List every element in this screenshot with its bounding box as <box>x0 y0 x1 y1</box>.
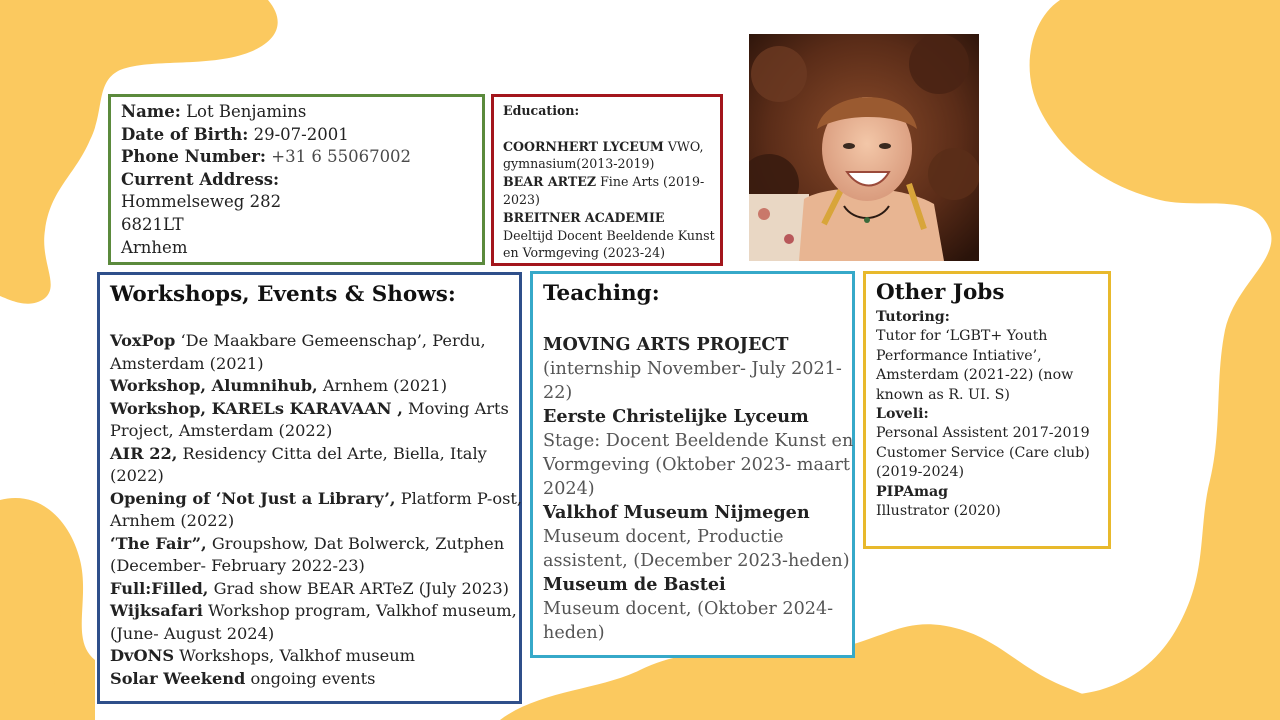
education-entry-line: BEAR ARTEZ Fine Arts (2019- <box>503 174 705 190</box>
teaching-line-text: Vormgeving (Oktober 2023- maart <box>543 455 850 475</box>
education-school: BEAR ARTEZ <box>503 174 597 190</box>
dob-row <box>121 124 472 147</box>
workshops-line <box>110 645 509 668</box>
workshops-box <box>97 272 522 704</box>
teaching-line <box>543 453 850 477</box>
address-line: Arnhem <box>121 237 188 257</box>
workshops-line-text: Moving Arts <box>402 398 509 418</box>
workshops-line-heading: Workshop, KARELs KARAVAAN , <box>110 398 403 418</box>
workshops-line-heading: VoxPop <box>110 331 176 350</box>
teaching-title: Teaching: <box>543 281 660 306</box>
workshops-line-heading: DvONS <box>110 646 175 665</box>
teaching-line-heading: Eerste Christelijke Lyceum <box>543 406 809 427</box>
workshops-line <box>110 330 509 353</box>
workshops-line-text: ‘De Maakbare Gemeenschap’, Perdu, <box>175 331 486 350</box>
workshops-line-text: (2022) <box>110 466 164 485</box>
teaching-line <box>543 405 842 429</box>
otherjobs-line-text: Amsterdam (2021-22) (now <box>876 367 1074 384</box>
otherjobs-line <box>876 405 1098 424</box>
otherjobs-line-text: Tutor for ‘LGBT+ Youth <box>876 328 1048 345</box>
workshops-line-text: Grad show BEAR ARTeZ (July 2023) <box>208 578 509 598</box>
teaching-line-heading: Valkhof Museum Nijmegen <box>543 502 810 523</box>
teaching-line <box>543 525 842 549</box>
education-entry-line: 2023) <box>503 191 540 207</box>
workshops-line-text: Platform P-ost, <box>395 488 523 508</box>
teaching-list <box>543 333 854 645</box>
address-label: Current Address: <box>121 169 280 189</box>
other-jobs-box <box>863 271 1111 549</box>
otherjobs-line-heading: Loveli: <box>876 406 929 423</box>
teaching-line <box>543 333 842 357</box>
otherjobs-line-text: Performance Intiative’, <box>876 347 1042 364</box>
workshops-line-text: Workshops, Valkhof museum <box>174 646 416 665</box>
other-jobs-list <box>876 308 1098 521</box>
address-line: 6821LT <box>121 214 184 234</box>
name-label: Name: <box>121 102 181 121</box>
workshops-line-text: Amsterdam (2021) <box>110 353 264 373</box>
workshops-line-text: Arnhem (2022) <box>110 511 235 530</box>
otherjobs-line-text: Illustrator (2020) <box>876 503 1001 520</box>
workshops-line <box>110 465 509 488</box>
education-school: COORNHERT LYCEUM <box>503 138 664 154</box>
workshops-list <box>110 330 523 690</box>
workshops-line-text: Residency Citta del Arte, Biella, Italy <box>177 443 487 463</box>
education-entry-line: en Vormgeving (2023-24) <box>503 245 666 261</box>
teaching-line <box>543 381 842 405</box>
otherjobs-line-heading: PIPAmag <box>876 483 949 500</box>
workshops-line-text: (December- February 2022-23) <box>110 556 365 575</box>
workshops-line-heading: ‘The Fair”, <box>110 533 207 553</box>
otherjobs-line <box>876 366 1098 385</box>
education-entry-line: Deeltijd Docent Beeldende Kunst <box>503 227 715 243</box>
teaching-line <box>543 549 850 573</box>
workshops-line <box>110 533 509 556</box>
workshops-line <box>110 375 509 398</box>
teaching-line-text: 22) <box>543 383 573 403</box>
education-entry-line <box>503 209 711 227</box>
teaching-line-text: Stage: Docent Beeldende Kunst en <box>543 431 854 451</box>
teaching-box <box>530 271 855 658</box>
workshops-line <box>110 668 509 691</box>
otherjobs-line <box>876 327 1098 346</box>
education-entry-line: COORNHERT LYCEUM VWO, <box>503 138 704 154</box>
portrait-photo-icon <box>749 34 979 261</box>
workshops-line-heading: Wijksafari <box>110 601 203 620</box>
name-value: Lot Benjamins <box>186 102 307 121</box>
teaching-line-text: 2024) <box>543 479 595 499</box>
otherjobs-line <box>876 308 1098 327</box>
workshops-line-text: (June- August 2024) <box>110 623 275 643</box>
workshops-line-heading: AIR 22, <box>110 443 178 463</box>
blob-left-bottom <box>0 552 61 720</box>
workshops-line-text: Workshop program, Valkhof museum, <box>202 601 517 620</box>
otherjobs-line-text: (2019-2024) <box>876 464 965 481</box>
education-school: BREITNER ACADEMIE <box>503 209 665 225</box>
teaching-line-text: Museum docent, Productie <box>543 527 784 547</box>
teaching-line-text: heden) <box>543 623 605 643</box>
otherjobs-line <box>876 483 1098 502</box>
workshops-line <box>110 353 509 376</box>
workshops-line-heading: Solar Weekend <box>110 668 246 688</box>
workshops-line-text: ongoing events <box>245 668 376 688</box>
otherjobs-line-text: Customer Service (Care club) <box>876 444 1090 461</box>
workshops-line <box>110 555 509 578</box>
address-label-row <box>121 169 472 192</box>
workshops-line-heading: Full:Filled, <box>110 578 209 598</box>
workshops-line <box>110 488 523 511</box>
workshops-line <box>110 420 509 443</box>
otherjobs-line <box>876 386 1098 405</box>
teaching-line <box>543 621 842 645</box>
otherjobs-line-text: Personal Assistent 2017-2019 <box>876 425 1090 442</box>
address-line: Hommelseweg 282 <box>121 192 282 212</box>
phone-row <box>121 146 472 169</box>
teaching-line-text: Museum docent, (Oktober 2024- <box>543 599 834 619</box>
workshops-line-text: Arnhem (2021) <box>317 376 448 395</box>
workshops-line <box>110 398 509 421</box>
education-box <box>491 94 723 266</box>
teaching-line <box>543 573 842 597</box>
dob-value: 29-07-2001 <box>253 124 349 144</box>
workshops-line <box>110 623 509 646</box>
teaching-line-text: assistent, (December 2023-heden) <box>543 551 850 571</box>
teaching-line <box>543 597 842 621</box>
teaching-line-heading: MOVING ARTS PROJECT <box>543 334 789 355</box>
workshops-title: Workshops, Events & Shows: <box>110 282 456 307</box>
teaching-line <box>543 501 842 525</box>
workshops-line-heading: Workshop, Alumnihub, <box>110 376 318 395</box>
teaching-line-heading: Museum de Bastei <box>543 574 726 595</box>
otherjobs-line-text: known as R. UI. S) <box>876 386 1010 403</box>
dob-label: Date of Birth: <box>121 124 249 144</box>
teaching-line-text: (internship November- July 2021- <box>543 359 842 379</box>
workshops-line-heading: Opening of ‘Not Just a Library’, <box>110 488 396 508</box>
teaching-line <box>543 429 854 453</box>
personal-info-box <box>108 94 485 265</box>
workshops-line <box>110 578 509 601</box>
teaching-line <box>543 477 842 501</box>
workshops-line <box>110 510 509 533</box>
workshops-line-text: Project, Amsterdam (2022) <box>110 421 333 440</box>
teaching-line <box>543 357 842 381</box>
otherjobs-line <box>876 424 1098 443</box>
other-jobs-title: Other Jobs <box>876 280 1005 305</box>
otherjobs-line <box>876 347 1098 366</box>
phone-value: +31 6 55067002 <box>271 147 412 167</box>
otherjobs-line <box>876 444 1098 463</box>
name-row <box>121 101 472 124</box>
education-entry-line: gymnasium(2013-2019) <box>503 156 655 172</box>
otherjobs-line-heading: Tutoring: <box>876 309 950 325</box>
workshops-line <box>110 600 517 623</box>
otherjobs-line <box>876 463 1098 482</box>
workshops-line <box>110 443 509 466</box>
workshops-line-text: Groupshow, Dat Bolwerck, Zutphen <box>206 533 505 553</box>
phone-label: Phone Number: <box>121 147 267 167</box>
otherjobs-line <box>876 502 1098 521</box>
education-title: Education: <box>503 103 580 118</box>
